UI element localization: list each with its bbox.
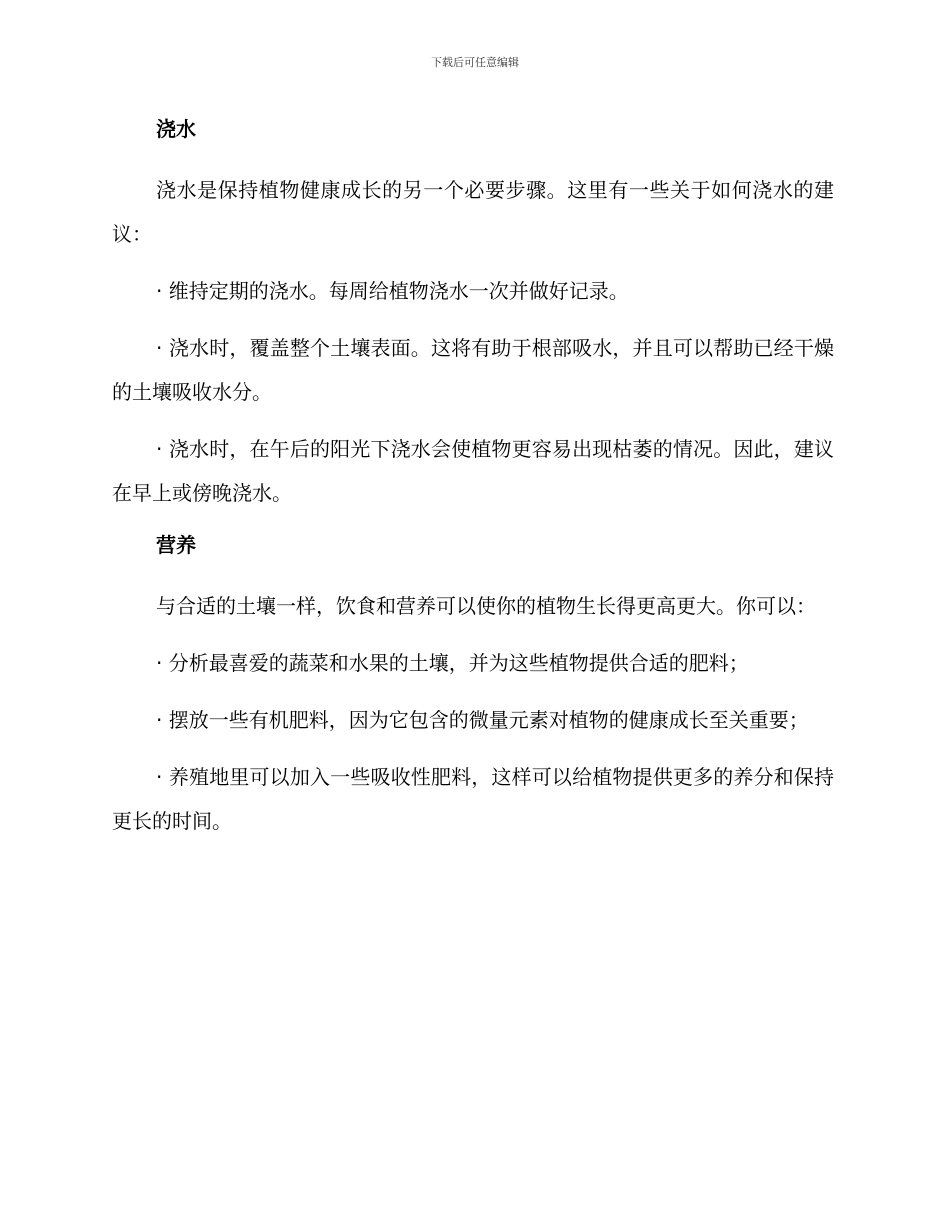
page-header: 下载后可任意编辑 <box>431 56 519 69</box>
paragraph-watering-intro: 浇水是保持植物健康成长的另一个必要步骤。这里有一些关于如何浇水的建议： <box>112 178 834 246</box>
paragraph-watering-bullet-3: · 浇水时，在午后的阳光下浇水会使植物更容易出现枯萎的情况。因此，建议在早上或傍晚浇水。 <box>112 437 834 505</box>
paragraph-nutrition-intro: 与合适的土壤一样，饮食和营养可以使你的植物生长得更高更大。你可以： <box>156 594 816 618</box>
paragraph-nutrition-bullet-2: · 摆放一些有机肥料，因为它包含的微量元素对植物的健康成长至关重要； <box>156 708 809 732</box>
paragraph-nutrition-bullet-1: · 分析最喜爱的蔬菜和水果的土壤，并为这些植物提供合适的肥料； <box>156 651 749 675</box>
paragraph-nutrition-bullet-3: · 养殖地里可以加入一些吸收性肥料，这样可以给植物提供更多的养分和保持更长的时间。 <box>112 765 834 833</box>
paragraph-watering-bullet-2: · 浇水时，覆盖整个土壤表面。这将有助于根部吸水，并且可以帮助已经干燥的土壤吸收水分。 <box>112 336 834 404</box>
section-heading-watering: 浇水 <box>156 117 196 141</box>
document-body <box>112 112 834 856</box>
paragraph-watering-bullet-1: · 维持定期的浇水。每周给植物浇水一次并做好记录。 <box>156 279 629 303</box>
section-heading-nutrition: 营养 <box>156 533 196 557</box>
